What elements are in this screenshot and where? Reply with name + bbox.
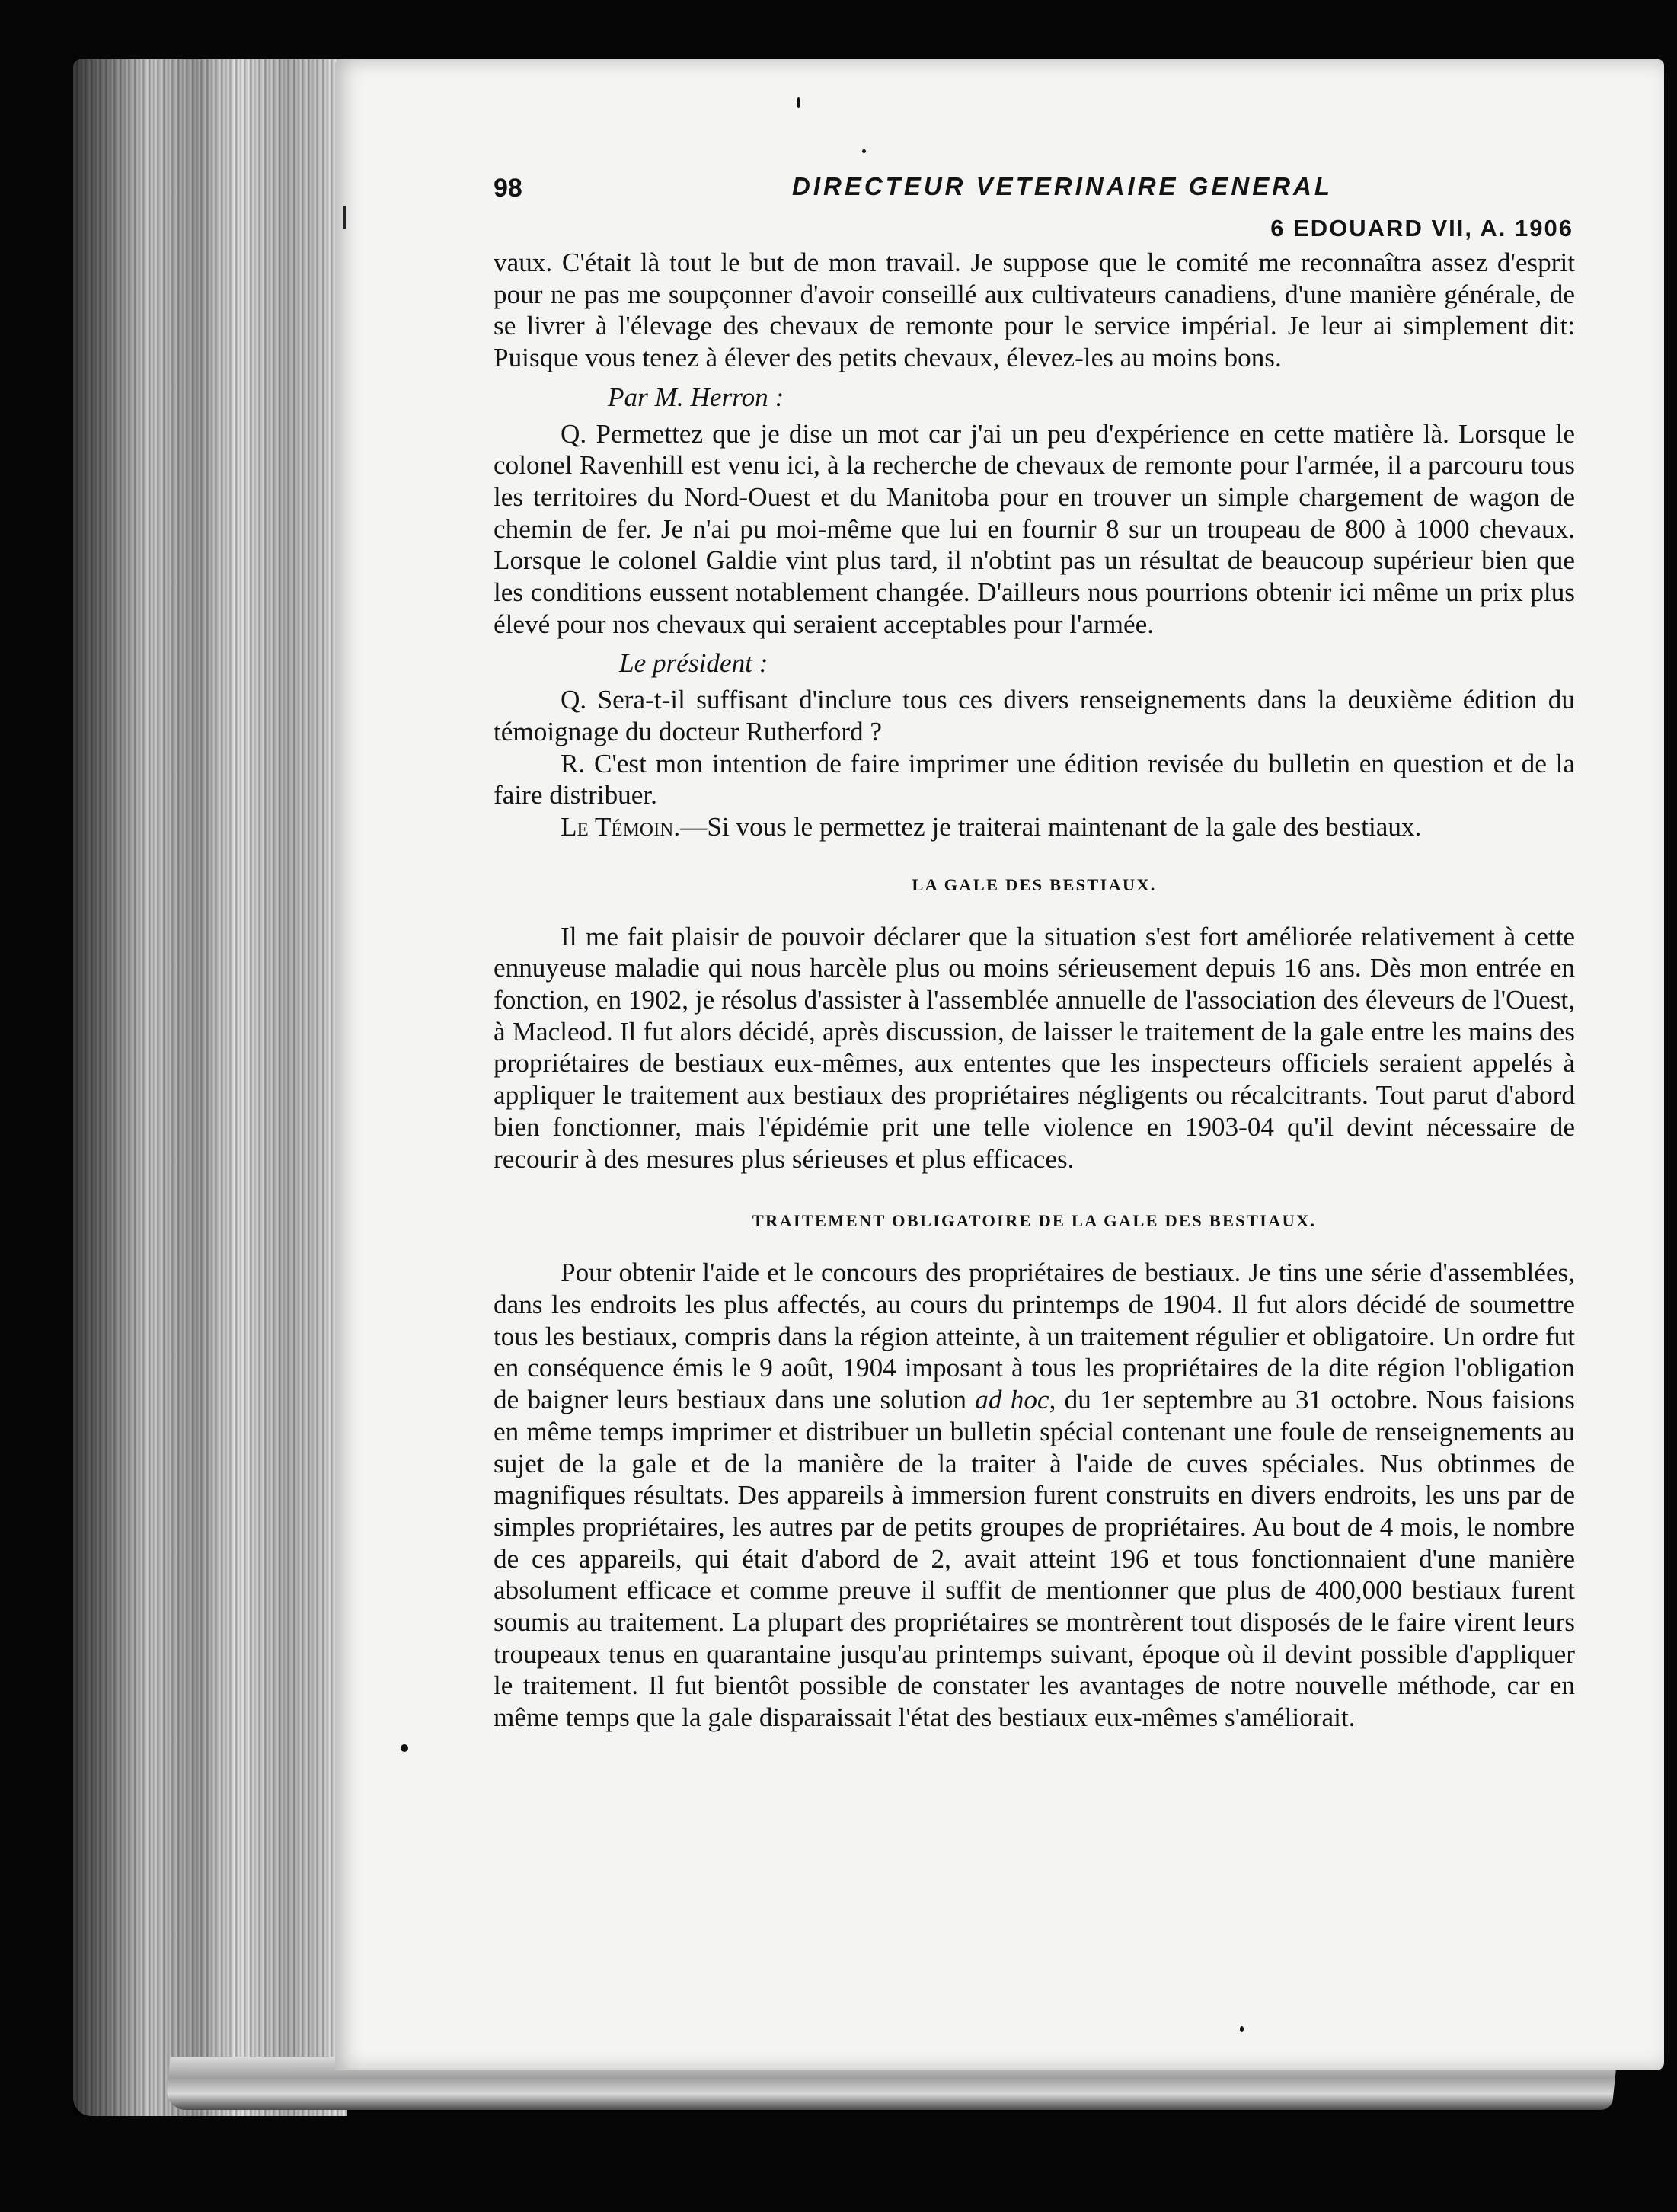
scan-speck bbox=[1240, 2026, 1244, 2032]
section-gale-text: Il me fait plaisir de pouvoir déclarer que la situation s'est fort améliorée relativement à cette ennuyeuse maladie qui nous harcèle plus ou moins sérieusement depuis 16 ans. Dès mon entrée en fonction, en 1902, je résolus d'assister à l'assemblée annuelle de l'association des éleveurs de l'Ouest, à Macleod. Il fut alors décidé, après discussion, de laisser le traitement de la gale entre les mains des propriétaires de bestiaux eux-mêmes, aux ententes que les inspecteurs officiels seraient appelés à appliquer le traitement aux bestiaux des propriétaires négligents ou récalcitrants. Tout parut d'abord bien fonctionner, mais l'épidémie prit une telle violence en 1903-04 qu'il devint nécessaire de recourir à des mesures plus sérieuses et plus efficaces. bbox=[494, 921, 1575, 1174]
section-heading-gale: LA GALE DES BESTIAUX. bbox=[912, 874, 1157, 894]
page-stack-shadow bbox=[73, 59, 347, 2116]
page-content bbox=[494, 172, 1575, 1734]
section-heading-traitement: TRAITEMENT OBLIGATOIRE DE LA GALE DES BESTIAUX. bbox=[752, 1211, 1317, 1231]
speaker-herron: Par M. Herron : bbox=[608, 382, 784, 412]
witness-text: .—Si vous le permettez je traiterai maintenant de la gale des bestiaux. bbox=[673, 811, 1422, 842]
session-line: 6 EDOUARD VII, A. 1906 bbox=[1270, 215, 1573, 241]
witness-statement bbox=[494, 811, 1575, 843]
traitement-text-part1: Pour obtenir l'aide et le concours des propriétaires de bestiaux. Je tins une série d'assemblées, dans les endroits les plus affectés, au cours du printemps de 1904. Il fut alors décidé de soumettre tous les bestiaux, compris dans la région atteinte, à un traitement régulier et obligatoire. Un ordre fut en conséquence émis le 9 août, 1904 imposant à tous les propriétaires de la dite région l'obligation de baigner leurs bestiaux dans une solution bbox=[494, 1258, 1575, 1415]
witness-label: Le Témoin bbox=[561, 811, 674, 842]
ad-hoc-italic: ad hoc bbox=[975, 1385, 1049, 1415]
question-herron: Q. Permettez que je dise un mot car j'ai un peu d'expérience en cette matière là. Lorsque le colonel Ravenhill est venu ici, à la recherche de chevaux de remonte pour l'armée, il a parcouru tous les territoires du Nord-Ouest et du Manitoba pour en trouver un simple chargement de wagon de chemin de fer. Je n'ai pu moi-même que lui en fournir 8 sur un troupeau de 800 à 1000 chevaux. Lorsque le colonel Galdie vint plus tard, il n'obtint pas un résultat de beaucoup supérieur bien que les conditions eussent notablement changée. D'ailleurs nous pourrions obtenir ici même un prix plus élevé pour nos chevaux qui seraient acceptables pour l'armée. bbox=[494, 418, 1575, 639]
running-title: DIRECTEUR VETERINAIRE GENERAL bbox=[792, 172, 1334, 200]
question-president: Q. Sera-t-il suffisant d'inclure tous ces divers renseignements dans la deuxième édition du témoignage du docteur Rutherford ? bbox=[494, 685, 1575, 746]
paragraph-continuation: vaux. C'était là tout le but de mon travail. Je suppose que le comité me reconnaîtra assez d'esprit pour ne pas me soupçonner d'avoir conseillé aux cultivateurs canadiens, d'une manière générale, de se livrer à l'élevage des chevaux de remonte pour le service impérial. Je leur ai simplement dit: Puisque vous tenez à élever des petits chevaux, élevez-les au moins bons. bbox=[494, 248, 1575, 373]
scan-speck bbox=[797, 97, 800, 108]
scan-speck bbox=[862, 149, 866, 153]
speaker-president: Le président : bbox=[619, 648, 768, 679]
page-number: 98 bbox=[494, 174, 522, 203]
traitement-text-part2: , du 1er septembre au 31 octobre. Nous faisions en même temps imprimer et distribuer un bulletin spécial contenant une foule de renseignements au sujet de la gale et de la manière de la traiter à l'aide de cuves spéciales. Nus obtinmes de magnifiques résultats. Des appareils à immersion furent construits en divers endroits, les uns par de simples propriétaires, les autres par de petits groupes de propriétaires. Au bout de 4 mois, le nombre de ces appareils, qui était d'abord de 2, avait atteint 196 et tous fonctionnaient d'une manière absolument efficace et comme preuve il suffit de mentionner que plus de 400,000 bestiaux furent soumis au traitement. La plupart des propriétaires se montrèrent tout disposés de le faire virent leurs troupeaux tenus en quarantaine jusqu'au printemps suivant, époque où il devint possible d'appliquer le traitement. Il fut bientôt possible de constater les avantages de notre nouvelle méthode, car en même temps que la gale disparaissait l'état des bestiaux eux-mêmes s'améliorait. bbox=[494, 1385, 1575, 1733]
running-head bbox=[494, 172, 1575, 210]
scan-speck bbox=[401, 1744, 408, 1752]
section-traitement-text bbox=[494, 1257, 1575, 1734]
binding-mark bbox=[343, 206, 346, 229]
answer-witness: R. C'est mon intention de faire imprimer une édition revisée du bulletin en question et de la faire distribuer. bbox=[494, 748, 1575, 810]
